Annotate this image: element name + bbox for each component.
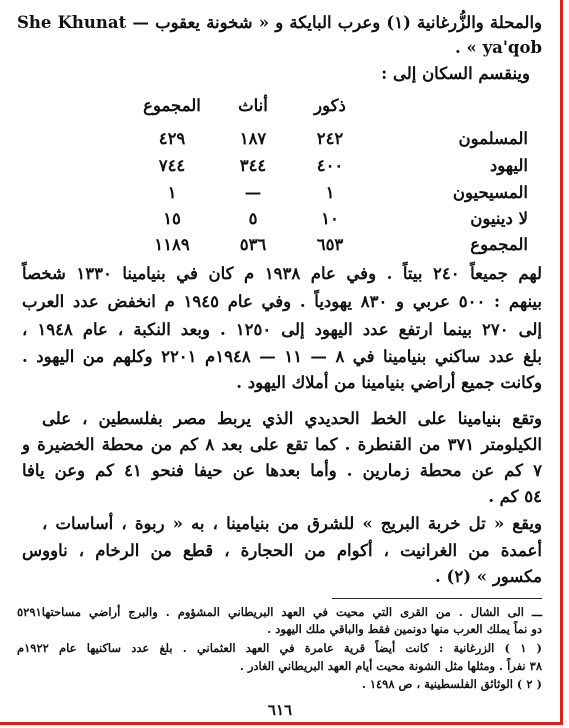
cell-males: ١٠ <box>321 209 339 228</box>
text-line-2: ya'qob » . <box>455 38 542 57</box>
paragraph-1-line: لهم جميعاً ٢٤٠ بيتاً . وفي عام ١٩٣٨ م كان في بنيامينا ١٣٣٠ شخصاً <box>22 264 543 283</box>
row-label: لا دينيون <box>470 209 528 228</box>
cell-males: ٢٤٢ <box>316 129 344 148</box>
paragraph-3-line: ويقع « تل خربة البريج » للشرق من بنيامينا ، به « ربوة ، أساسات ، <box>42 514 542 533</box>
header-total: المجموع <box>143 96 201 115</box>
header-males: ذكور <box>314 96 346 115</box>
row-label: اليهود <box>489 156 528 175</box>
header-females: أناث <box>238 96 268 115</box>
row-label: المجموع <box>470 235 528 254</box>
paragraph-2-line: وتقع بنيامينا على الخط الحديدي الذي يربط مصر بفلسطين ، على <box>42 409 542 428</box>
row-label: المسيحيون <box>452 183 528 202</box>
table-intro: وينقسم السكان إلى : <box>381 64 530 83</box>
row-label: المسلمون <box>458 129 528 148</box>
paragraph-1-line: بلغ عدد ساكني بنيامينا في ٨ — ١١ — ١٩٤٨م ٢٢٠١ وكلهم من اليهود . <box>22 347 542 366</box>
cell-total: ١ <box>167 183 177 202</box>
cell-females: ٣٤٤ <box>239 156 267 175</box>
footnote-line: ٣٨ نفراً . ومثلها مثل الشونة محيت أيام العهد البريطاني الغادر . <box>239 659 542 673</box>
paragraph-2-line: ٧ كم عن محطة زمارين . وأما بعدها عن حيفا فنحو ٤١ كم وعن يافا <box>22 461 542 480</box>
paragraph-3-line: مكسور » (٢) . <box>435 567 542 586</box>
footnote-line: ـــ الى الشال . من القرى التي محيت في العهد البريطاني المشؤوم . والبرج أراضي مساحتها٥٢٩١ <box>17 605 542 619</box>
paragraph-2-line: ٥٤ كم . <box>488 487 542 506</box>
cell-females: ١٨٧ <box>239 129 267 148</box>
cell-males: ٦٥٣ <box>316 235 344 254</box>
page-number: ٦١٦ <box>267 701 293 719</box>
cell-females: ٥ <box>248 209 258 228</box>
cell-total: ١٥ <box>163 209 181 228</box>
cell-total: ٧٤٤ <box>158 156 186 175</box>
cell-total: ١١٨٩ <box>154 235 190 254</box>
cell-males: ١ <box>325 183 335 202</box>
paragraph-3-line: أعمدة من الغرانيت ، أكوام من الحجارة ، قطع من الرخام ، ناووس <box>22 541 542 560</box>
paragraph-1-line: إلى ٢٧٠ بينما ارتفع عدد اليهود إلى ١٢٥٠ . وبعد النكبة ، عام ١٩٤٨ ، <box>22 320 542 339</box>
cell-total: ٤٢٩ <box>158 129 186 148</box>
cell-females: — <box>244 183 262 202</box>
footnote-line: ( ٢ ) الوثائق الفلسطينية ، ص ١٤٩٨ . <box>361 677 542 691</box>
cell-males: ٤٠٠ <box>316 156 344 175</box>
paragraph-2-line: الكيلومتر ٣٧١ من القنطرة . كما تقع على بعد ٨ كم من محطة الخضيرة و <box>22 435 542 454</box>
paragraph-1-line: بينهم : ٥٠٠ عربي و ٨٣٠ يهودياً . وفي عام ١٩٤٥ م انخفض عدد العرب <box>22 292 542 311</box>
cell-females: ٥٣٦ <box>239 235 267 254</box>
footnote-line: دو نماً يملك العرب منها دونمين فقط والباقي ملك اليهود . <box>267 622 542 636</box>
footnote-line: ( ١ ) الزرغانية : كانت أيضاً قرية عامرة في العهد العثماني . بلغ عدد ساكنيها عام ١٩٢٢م <box>17 641 542 655</box>
text-line-1: والمحلة والزُّرغانية (١) وعرب البايكة و « شخونة يعقوب — She Khunat <box>17 13 543 32</box>
footnote-separator <box>332 598 542 599</box>
paragraph-1-line: وكانت جميع أراضي بنيامينا من أملاك اليهود . <box>236 373 542 392</box>
